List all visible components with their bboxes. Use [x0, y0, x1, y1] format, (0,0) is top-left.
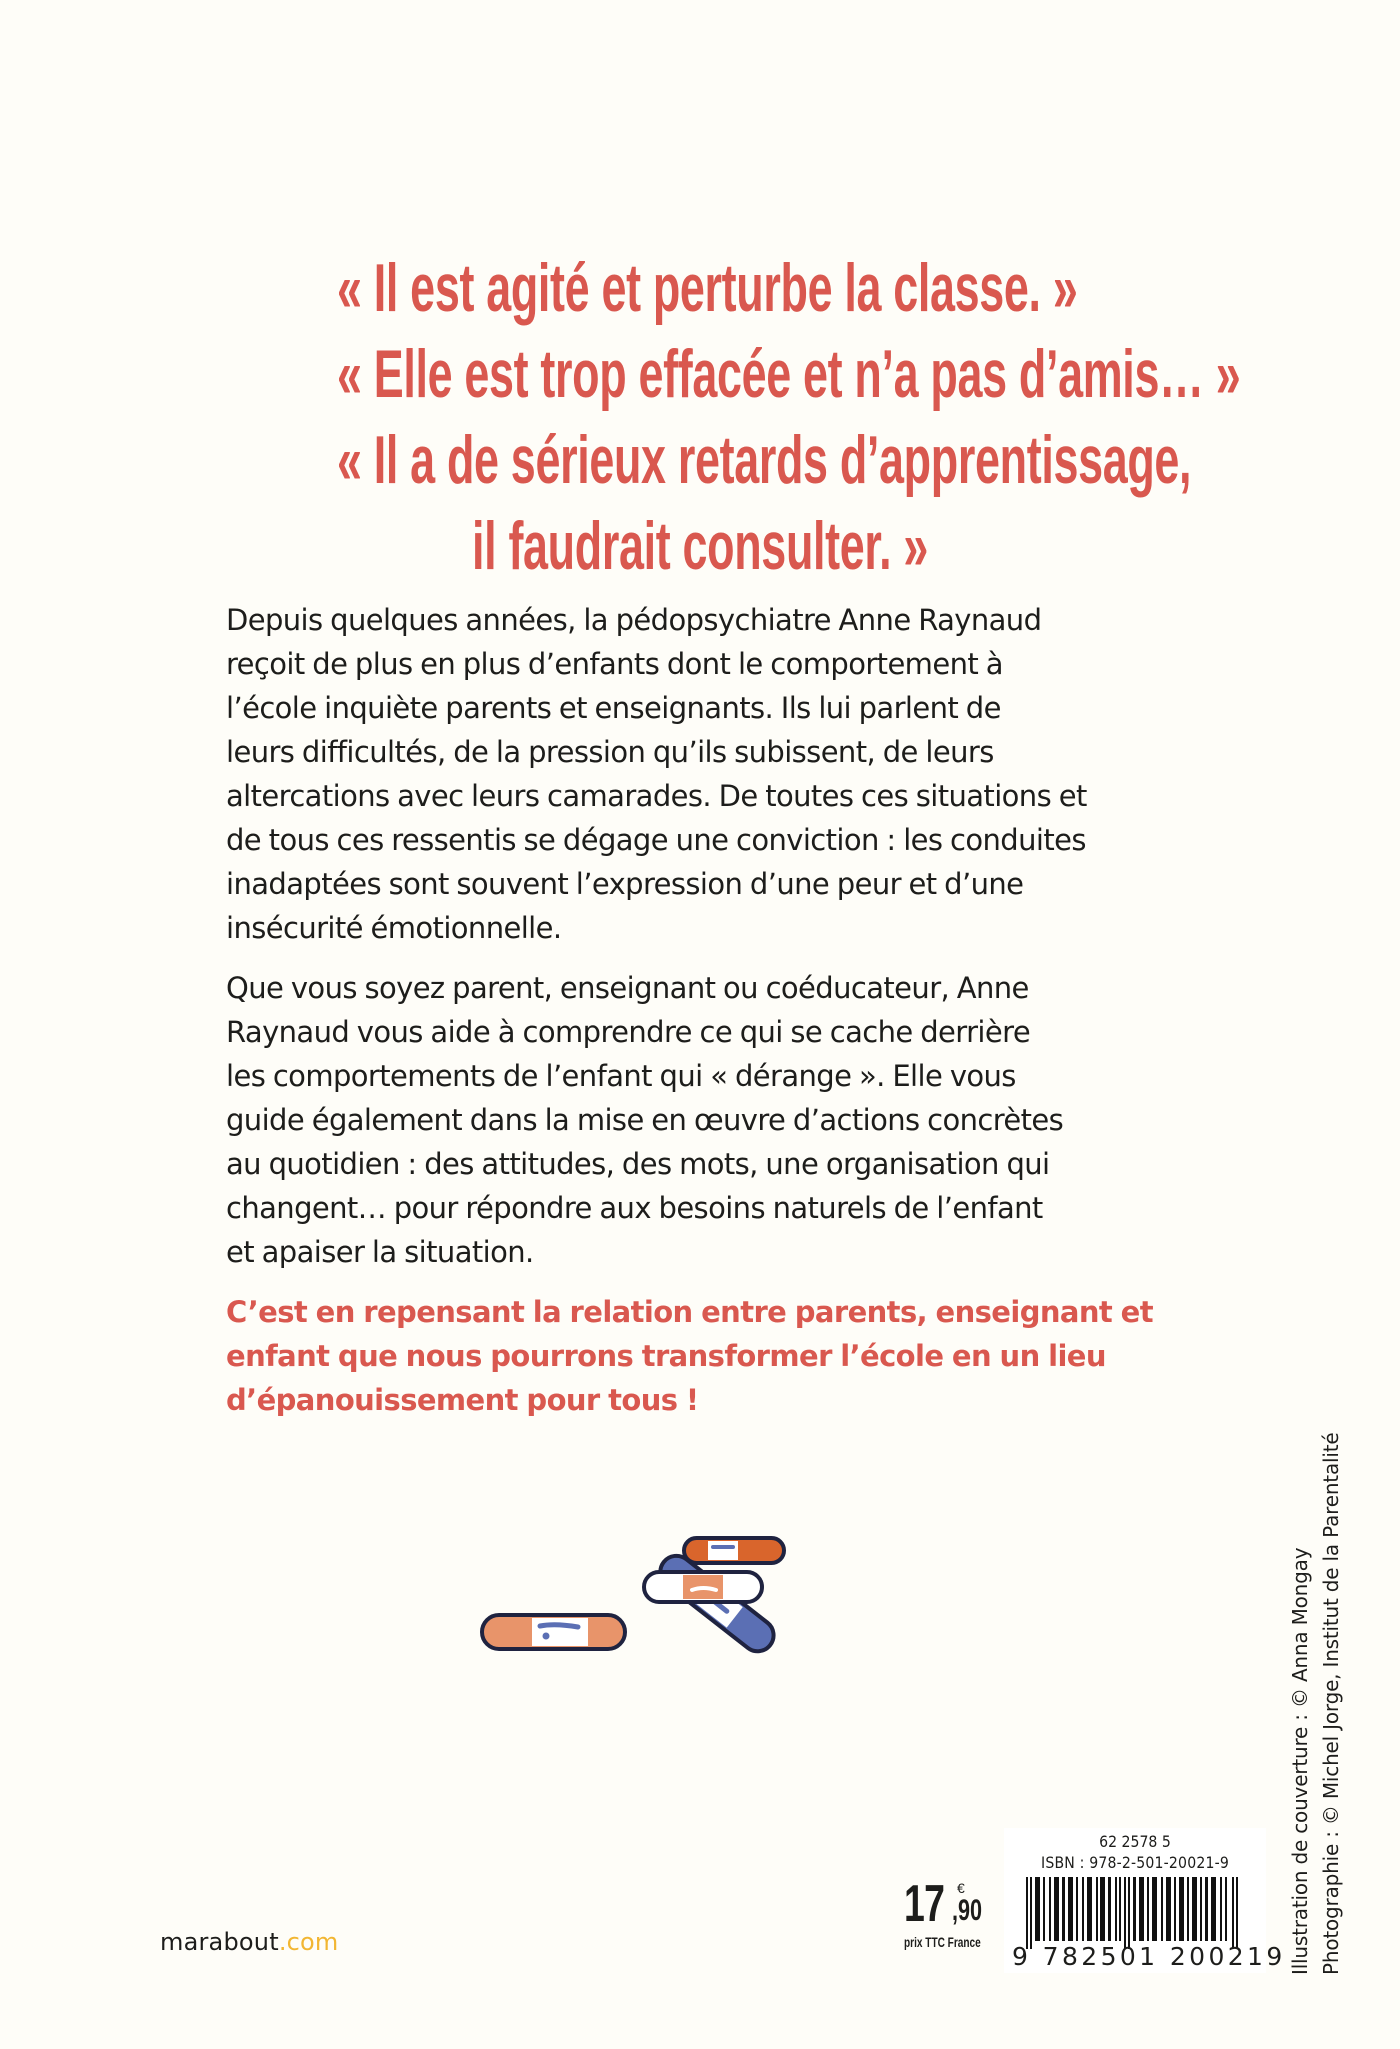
publisher-logo: [160, 1928, 339, 1956]
text-line: inadaptées sont souvent l’expression d’une peur et d’une: [226, 867, 1024, 901]
photo-credits: [1285, 1433, 1347, 1975]
price-cents: ,90: [952, 1894, 983, 1927]
photography-credit: Photographie : © Michel Jorge, Institut de la Parentalité: [1319, 1432, 1343, 1975]
text-line: reçoit de plus en plus d’enfants dont le comportement à: [226, 647, 1003, 681]
bandage-icon: [684, 1538, 784, 1563]
text-line: Que vous soyez parent, enseignant ou coéducateur, Anne: [226, 971, 1029, 1005]
price-main: 17: [904, 1875, 945, 1933]
text-line: changent… pour répondre aux besoins naturels de l’enfant: [226, 1191, 1043, 1225]
publisher-tld: .com: [278, 1928, 339, 1956]
description-paragraph-2: [226, 966, 1186, 1274]
price-label: prix TTC France: [904, 1934, 981, 1950]
barcode-icon: [1012, 1877, 1258, 1949]
isbn-barcode: [1004, 1828, 1286, 1973]
text-line: insécurité émotionnelle.: [226, 911, 562, 945]
text-line: et apaiser la situation.: [226, 1235, 534, 1269]
text-line: leurs difficultés, de la pression qu’ils subissent, de leurs: [226, 735, 994, 769]
quote-line: « Il a de sérieux retards d’apprentissage,: [337, 422, 1192, 498]
illustration-credit: Illustration de couverture : © Anna Mongay: [1288, 1547, 1312, 1975]
text-line: enfant que nous pourrons transformer l’école en un lieu: [226, 1339, 1106, 1373]
text-line: altercations avec leurs camarades. De toutes ces situations et: [226, 779, 1087, 813]
text-line: de tous ces ressentis se dégage une conviction : les conduites: [226, 823, 1086, 857]
highlight-statement: [226, 1290, 1186, 1422]
text-line: guide également dans la mise en œuvre d’actions concrètes: [226, 1103, 1064, 1137]
text-line: Raynaud vous aide à comprendre ce qui se cache derrière: [226, 1015, 1031, 1049]
bandage-icon: [644, 1572, 762, 1602]
text-line: les comportements de l’enfant qui « dérange ». Elle vous: [226, 1059, 1016, 1093]
quote-line: « Elle est trop effacée et n’a pas d’amis… »: [337, 336, 1241, 412]
text-line: Depuis quelques années, la pédopsychiatre Anne Raynaud: [226, 603, 1042, 637]
text-line: C’est en repensant la relation entre parents, enseignant et: [226, 1295, 1154, 1329]
bandage-icon: [482, 1615, 625, 1649]
currency-symbol: €: [957, 1880, 965, 1896]
text-line: l’école inquiète parents et enseignants. Ils lui parlent de: [226, 691, 1001, 725]
quote-line: il faudrait consulter. »: [472, 508, 928, 584]
isbn-label: ISBN : 978-2-501-20021-9: [1041, 1853, 1229, 1872]
internal-code: 62 2578 5: [1099, 1832, 1171, 1851]
quote-line: « Il est agité et perturbe la classe. »: [337, 250, 1078, 326]
price-tag: [902, 1875, 1002, 1970]
back-cover-quotes: [337, 245, 1241, 589]
description-paragraph-1: [226, 598, 1186, 950]
text-line: d’épanouissement pour tous !: [226, 1383, 699, 1417]
barcode-digits: 9 782501 200219: [1012, 1942, 1286, 1971]
text-line: au quotidien : des attitudes, des mots, une organisation qui: [226, 1147, 1050, 1181]
bandages-illustration: [470, 1520, 800, 1720]
publisher-name: marabout: [160, 1928, 279, 1956]
